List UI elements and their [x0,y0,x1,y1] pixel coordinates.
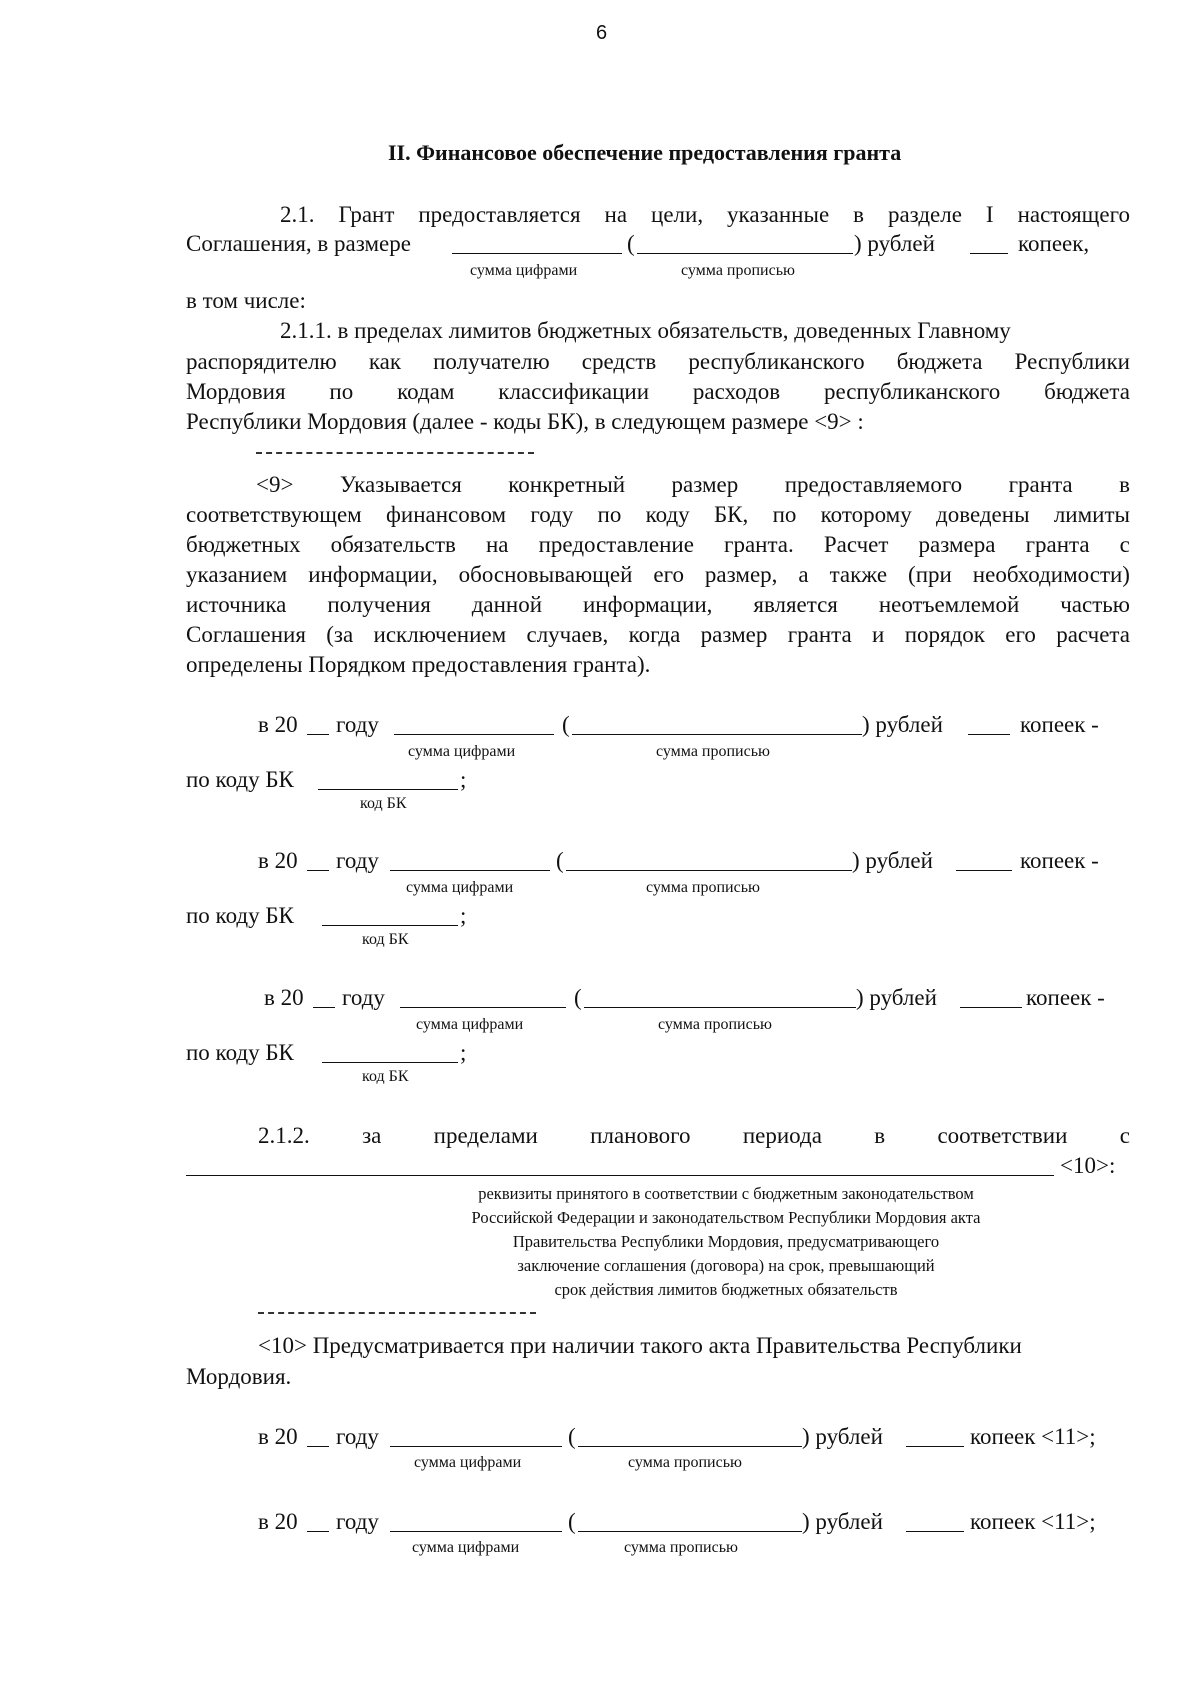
amount-digits-field[interactable] [390,1446,562,1447]
act-caption-line-1: реквизиты принятого в соответствии с бюджетным законодательством [478,1184,974,1203]
caption-digits: сумма цифрами [412,1539,520,1556]
year-prefix: в 20 [264,985,304,1010]
paren-open: ( [627,231,635,256]
page-number: 6 [596,22,608,44]
caption-digits: сумма цифрами [406,879,514,896]
kopecks-field[interactable] [956,870,1012,871]
caption-words: сумма прописью [624,1539,738,1556]
act-caption-line-3: Правительства Республики Мордовия, предусматривающего [512,1232,940,1251]
year-prefix: в 20 [258,1424,298,1449]
year-prefix: в 20 [258,848,298,873]
note-9-line-5: источника получения данной информации, является неотъемлемой частью [186,592,1130,617]
amount-words-field[interactable] [637,253,853,254]
rubles-label: ) рублей [856,985,937,1010]
bk-label: по коду БК [186,903,294,928]
bk-code-field[interactable] [322,1062,458,1063]
bk-label: по коду БК [186,767,294,792]
caption-words: сумма прописью [656,743,770,760]
caption-words: сумма прописью [628,1454,742,1471]
clause-2-1-2-line-1: 2.1.2. за пределами планового периода в соответствии с [258,1123,1130,1148]
kopecks-field[interactable] [906,1446,964,1447]
amount-words-field[interactable] [578,1531,802,1532]
year-word: году [336,848,379,873]
amount-digits-field[interactable] [390,870,550,871]
kopecks-label: копеек <11>; [970,1509,1096,1534]
rubles-label: ) рублей [862,712,943,737]
year-word: году [342,985,385,1010]
caption-bk: код БК [360,795,407,812]
note-9-line-3: бюджетных обязательств на предоставление гранта. Расчет размера гранта с [186,532,1130,557]
clause-2-1-1-line-3: Мордовия по кодам классификации расходов республиканского бюджета [186,379,1130,404]
paren-open: ( [568,1509,576,1534]
caption-words: сумма прописью [646,879,760,896]
year-word: году [336,1509,379,1534]
caption-digits: сумма цифрами [416,1016,524,1033]
paren-open: ( [574,985,582,1010]
note-9-line-7: определены Порядком предоставления гранта). [186,652,651,677]
caption-digits: сумма цифрами [470,262,578,279]
paren-open: ( [556,848,564,873]
act-caption-line-2: Российской Федерации и законодательством Республики Мордовия акта [471,1208,981,1227]
note-9-line-6: Соглашения (за исключением случаев, когда размер гранта и порядок его расчета [186,622,1130,647]
year-field[interactable] [307,1531,329,1532]
amount-words-field[interactable] [566,870,852,871]
bk-semicolon: ; [460,767,467,792]
kopecks-label: копеек - [1026,985,1105,1010]
bk-code-field[interactable] [322,925,458,926]
bk-semicolon: ; [460,903,467,928]
amount-digits-field[interactable] [400,1007,566,1008]
year-field[interactable] [313,1007,335,1008]
kopecks-field[interactable] [960,1007,1022,1008]
amount-digits-field[interactable] [394,734,554,735]
act-caption-line-5: срок действия лимитов бюджетных обязательств [554,1280,898,1299]
caption-digits: сумма цифрами [414,1454,522,1471]
clause-2-1-1-line-1: 2.1.1. в пределах лимитов бюджетных обязательств, доведенных Главному [280,318,1011,343]
year-field[interactable] [307,734,329,735]
rubles-label: ) рублей [854,231,935,256]
note-10-line-2: Мордовия. [186,1364,292,1389]
kopecks-field[interactable] [968,734,1010,735]
kopecks-field[interactable] [906,1531,964,1532]
caption-words: сумма прописью [681,262,795,279]
clause-2-1-1-line-4: Республики Мордовия (далее - коды БК), в следующем размере <9> : [186,409,864,434]
rubles-label: ) рублей [852,848,933,873]
kopecks-label: копеек <11>; [970,1424,1096,1449]
amount-words-field[interactable] [578,1446,802,1447]
note-9-line-4: указанием информации, обосновывающей его размер, а также (при необходимости) [186,562,1130,587]
year-field[interactable] [307,870,329,871]
clause-2-1-line-1: 2.1. Грант предоставляется на цели, указанные в разделе I настоящего [280,202,1130,227]
caption-bk: код БК [362,931,409,948]
caption-digits: сумма цифрами [408,743,516,760]
amount-digits-field[interactable] [390,1531,562,1532]
act-caption-line-4: заключение соглашения (договора) на срок, превышающий [517,1256,935,1275]
kopecks-label: копеек - [1020,848,1099,873]
note-10-line-1: <10> Предусматривается при наличии такого акта Правительства Республики [258,1333,1022,1358]
clause-2-1-line-2-start: Соглашения, в размере [186,231,411,256]
note-9-line-2: соответствующем финансовом году по коду БК, по которому доведены лимиты [186,502,1130,527]
paren-open: ( [568,1424,576,1449]
clause-2-1-line-3: в том числе: [186,288,306,313]
paren-open: ( [562,712,570,737]
section-title: II. Финансовое обеспечение предоставления гранта [388,140,902,165]
amount-words-field[interactable] [584,1007,856,1008]
year-word: году [336,712,379,737]
bk-label: по коду БК [186,1040,294,1065]
year-word: году [336,1424,379,1449]
footnote-separator [258,1312,536,1314]
amount-digits-field[interactable] [452,253,622,254]
caption-words: сумма прописью [658,1016,772,1033]
year-prefix: в 20 [258,1509,298,1534]
rubles-label: ) рублей [802,1509,883,1534]
note-10-ref: <10>: [1060,1153,1116,1178]
kopecks-label: копеек, [1018,231,1090,256]
footnote-separator [256,452,534,454]
bk-semicolon: ; [460,1040,467,1065]
bk-code-field[interactable] [318,789,458,790]
year-field[interactable] [307,1446,329,1447]
kopecks-label: копеек - [1020,712,1099,737]
caption-bk: код БК [362,1068,409,1085]
kopecks-field[interactable] [970,253,1008,254]
rubles-label: ) рублей [802,1424,883,1449]
note-9-line-1: <9> Указывается конкретный размер предоставляемого гранта в [256,472,1130,497]
clause-2-1-1-line-2: распорядителю как получателю средств республиканского бюджета Республики [186,349,1130,374]
year-prefix: в 20 [258,712,298,737]
act-requisites-field[interactable] [186,1175,1054,1176]
amount-words-field[interactable] [572,734,862,735]
